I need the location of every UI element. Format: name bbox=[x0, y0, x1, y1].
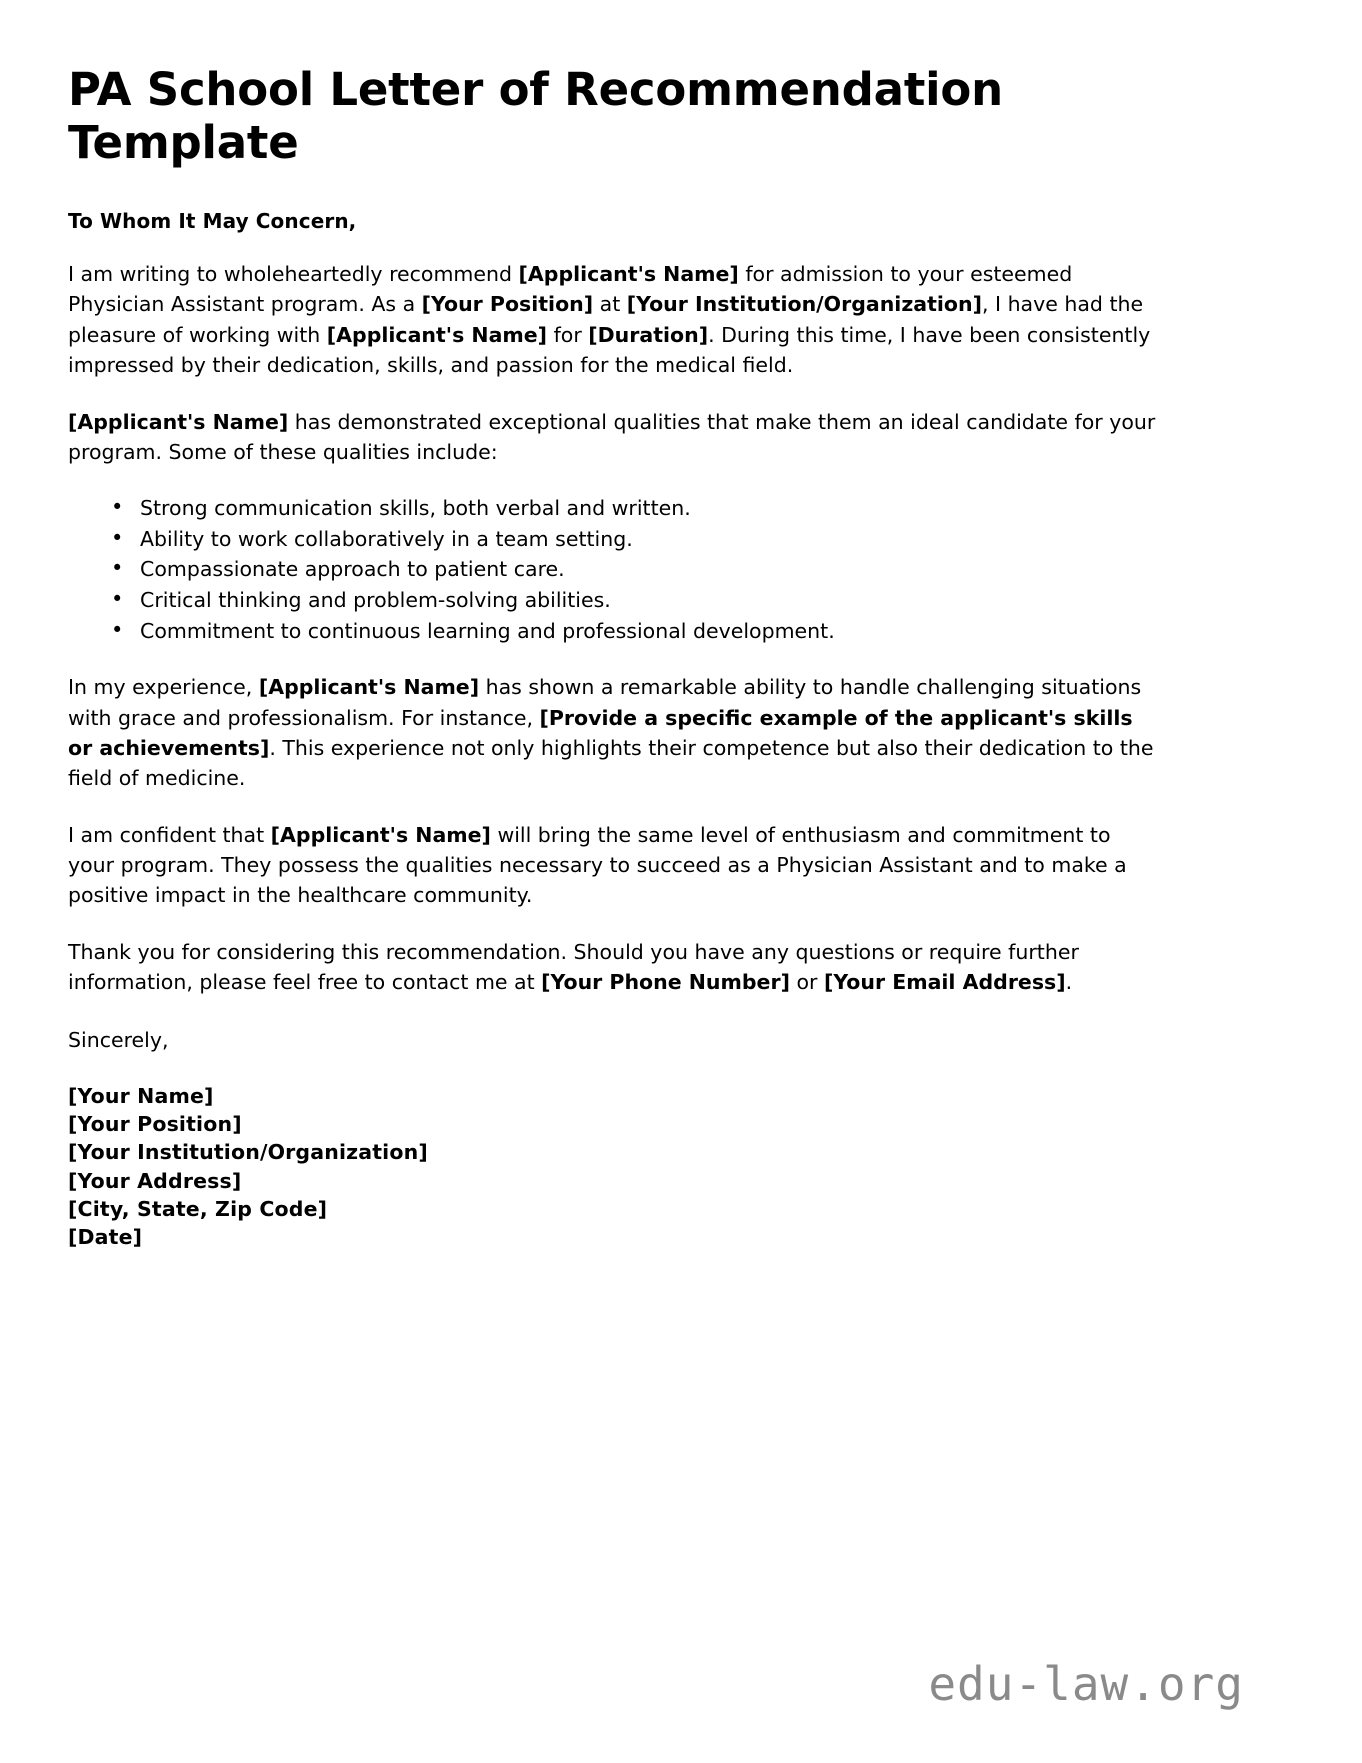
paragraphs-after-list bbox=[68, 672, 1242, 997]
placeholder-token: [Duration] bbox=[588, 322, 709, 347]
text-run: I am writing to wholeheartedly recommend bbox=[68, 262, 519, 287]
list-item: • Ability to work collaboratively in a team setting. bbox=[140, 525, 1242, 554]
text-run: or bbox=[789, 970, 824, 995]
placeholder-token: [Provide a specific example of the applicant's skills or achievements] bbox=[68, 705, 1133, 760]
list-item: • Critical thinking and problem-solving abilities. bbox=[140, 586, 1242, 615]
text-run: . This experience not only highlights their competence but also their dedication to the field of medicine. bbox=[68, 735, 1154, 790]
placeholder-token: [Applicant's Name] bbox=[258, 675, 480, 700]
signature-line: [Your Institution/Organization] bbox=[68, 1140, 428, 1165]
placeholder-token: [Your Institution/Organization] bbox=[626, 292, 982, 317]
placeholder-token: [Applicant's Name] bbox=[518, 262, 739, 287]
text-run: for bbox=[547, 322, 589, 347]
paragraph-qualities-lead-in bbox=[68, 407, 1158, 467]
signature-line: [Date] bbox=[68, 1225, 143, 1250]
placeholder-token: [Applicant's Name] bbox=[326, 322, 548, 347]
signature-line: [Your Name] bbox=[68, 1083, 214, 1108]
list-item: • Commitment to continuous learning and professional development. bbox=[140, 617, 1242, 646]
page-title: PA School Letter of Recommendation Template bbox=[68, 63, 1003, 169]
signature-line: [Your Position] bbox=[68, 1112, 242, 1136]
paragraph-confidence bbox=[68, 820, 1158, 910]
placeholder-token: [Applicant's Name] bbox=[68, 409, 289, 434]
list-item: • Compassionate approach to patient care. bbox=[140, 555, 1242, 584]
paragraphs-before-list bbox=[68, 259, 1242, 467]
text-run: Thank you for considering this recommendation. Should you have any questions or require further information, please feel free to contact me at bbox=[68, 940, 1079, 995]
signature-block bbox=[68, 1082, 1242, 1252]
text-run: I am confident that bbox=[68, 822, 271, 847]
placeholder-token: [Applicant's Name] bbox=[270, 822, 491, 847]
closing-line: Sincerely, bbox=[68, 1027, 169, 1052]
signature-line: [Your Address] bbox=[68, 1168, 242, 1193]
placeholder-token: [Your Phone Number] bbox=[541, 970, 790, 995]
paragraph-experience bbox=[68, 672, 1158, 793]
text-run: . bbox=[1065, 970, 1073, 995]
paragraph-intro bbox=[68, 259, 1158, 380]
text-run: for admission to your esteemed Physician Assistant program. As a bbox=[68, 262, 1073, 317]
text-run: has demonstrated exceptional qualities that make them an ideal candidate for your program. Some of these qualities include: bbox=[68, 409, 1156, 464]
paragraph-thanks bbox=[68, 937, 1158, 997]
text-run: . During this time, I have been consistently impressed by their dedication, skills, and passion for the medical field. bbox=[68, 322, 1151, 377]
signature-line: [City, State, Zip Code] bbox=[68, 1196, 328, 1221]
placeholder-token: [Your Position] bbox=[421, 292, 594, 317]
list-item: • Strong communication skills, both verbal and written. bbox=[140, 494, 1242, 523]
text-run: will bring the same level of enthusiasm and commitment to your program. They possess the qualities necessary to succeed as a Physician Assistant and to make a positive impact in the healthcare community. bbox=[68, 822, 1127, 908]
text-run: at bbox=[593, 292, 627, 317]
text-run: , I have had the pleasure of working with bbox=[68, 292, 1144, 347]
placeholder-token: [Your Email Address] bbox=[823, 970, 1066, 995]
watermark: edu-law.org bbox=[928, 1657, 1244, 1711]
text-run: In my experience, bbox=[68, 675, 259, 700]
salutation: To Whom It May Concern, bbox=[68, 209, 357, 234]
qualities-list bbox=[68, 494, 1242, 645]
text-run: has shown a remarkable ability to handle challenging situations with grace and professionalism. For instance, bbox=[68, 675, 1142, 730]
